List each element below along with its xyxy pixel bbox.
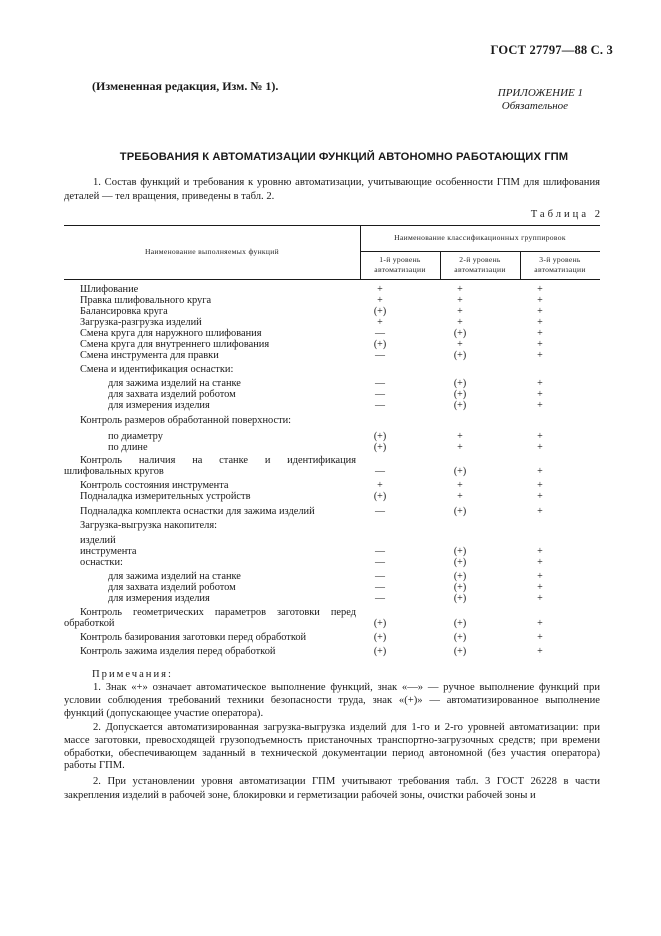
paragraph-2: 2. При установлении уровня автоматизации ГПМ учитывают требования табл. 3 ГОСТ 26228 в части закрепления изделий в рабочей зоне, блокировки и герметизации рабочей зоны, очистки рабочей зоны и (64, 776, 600, 801)
table-row-mark-level-3: + (537, 328, 543, 339)
table-row-mark-level-2: (+) (453, 546, 467, 557)
table-row-mark-level-1: (+) (373, 618, 387, 629)
table-row-mark-level-3: + (537, 491, 543, 502)
table-row-mark-level-1: — (375, 378, 385, 389)
table-row-mark-level-3: + (537, 506, 543, 517)
table-row-mark-level-1: — (375, 582, 385, 593)
table-row-mark-level-3: + (537, 389, 543, 400)
appendix-label-block (498, 87, 583, 113)
table-row-mark-level-3: + (537, 284, 543, 295)
header-functions: Наименование выполняемых функций (144, 247, 280, 256)
table-row-mark-level-2: (+) (453, 582, 467, 593)
table-row-mark-level-2: (+) (453, 350, 467, 361)
table-row-mark-level-3: + (537, 480, 543, 491)
table-row-mark-level-1: (+) (373, 306, 387, 317)
note-1: 1. Знак «+» означает автоматическое выполнение функций, знак «—» — ручное выполнение функций при условии соблюдения требований техники безопасности труда, знак «(+)» — автоматизированное выполнение функций (допускающее участие оператора). (64, 682, 600, 719)
table-row-mark-level-2: (+) (453, 389, 467, 400)
table-row-mark-level-1: (+) (373, 339, 387, 350)
table-row-function: Загрузка-выгрузка накопителя: (80, 520, 218, 531)
table-row-mark-level-2: (+) (453, 378, 467, 389)
header-level-2: 2-й уровень автоматизации (454, 255, 506, 274)
table-row-function: инструмента (80, 546, 137, 557)
table-row-function: для захвата изделий роботом (108, 582, 236, 593)
table-top-rule (64, 225, 600, 226)
table-row-function: Смена круга для внутреннего шлифования (80, 339, 270, 350)
table-row-mark-level-3: + (537, 378, 543, 389)
table-row-mark-level-1: — (375, 389, 385, 400)
table-row-function: для измерения изделия (108, 400, 210, 411)
intro-paragraph: 1. Состав функций и требования к уровню автоматизации, учитывающие особенности ГПМ для шлифования деталей — тел вращения, приведены в табл. 2. (64, 177, 600, 202)
table-row-function: шлифовальных кругов (64, 466, 164, 477)
table-row-mark-level-3: + (537, 582, 543, 593)
table-row-mark-level-1: (+) (373, 632, 387, 643)
table-row-mark-level-2: (+) (453, 646, 467, 657)
table-row-mark-level-3: + (537, 546, 543, 557)
table-row-mark-level-2: (+) (453, 557, 467, 568)
header-level-3: 3-й уровень автоматизации (534, 255, 586, 274)
standard-header: ГОСТ 27797—88 С. 3 (490, 43, 613, 57)
table-row-mark-level-2: + (457, 442, 463, 453)
table-header (64, 225, 600, 280)
table-row-mark-level-2: + (457, 491, 463, 502)
header-groups: Наименование классификационных группировок (394, 233, 566, 242)
table-row-mark-level-3: + (537, 306, 543, 317)
table-row-mark-level-2: (+) (453, 466, 467, 477)
table-row-function: по длине (108, 442, 148, 453)
table-row-mark-level-3: + (537, 317, 543, 328)
table-row-mark-level-2: + (457, 480, 463, 491)
table-row-mark-level-1: — (375, 400, 385, 411)
table-row-mark-level-3: + (537, 557, 543, 568)
table-row-function: Балансировка круга (80, 306, 168, 317)
table-row-function: Контроль базирования заготовки перед обработкой (80, 632, 307, 643)
table-row-function: для измерения изделия (108, 593, 210, 604)
table-row-mark-level-1: (+) (373, 646, 387, 657)
table-row-mark-level-2: (+) (453, 593, 467, 604)
table-row-mark-level-3: + (537, 431, 543, 442)
table-row-function: Смена инструмента для правки (80, 350, 219, 361)
table-row-mark-level-3: + (537, 295, 543, 306)
table-row-function: Контроль зажима изделия перед обработкой (80, 646, 276, 657)
table-row-function: обработкой (64, 618, 115, 629)
edition-note: (Измененная редакция, Изм. № 1). (92, 79, 279, 93)
table-row-mark-level-1: — (375, 328, 385, 339)
table-row-function: Правка шлифовального круга (80, 295, 212, 306)
table-row-function: Смена и идентификация оснастки: (80, 364, 234, 375)
table-row-mark-level-3: + (537, 466, 543, 477)
table-row-mark-level-2: + (457, 431, 463, 442)
table-caption: Таблица 2 (530, 209, 603, 220)
table-row-function: для зажима изделий на станке (108, 378, 241, 389)
appendix-label: ПРИЛОЖЕНИЕ 1 (497, 87, 583, 99)
table-row-function: Контроль наличия на станке и идентификация (80, 455, 356, 466)
table-row-function: для зажима изделий на станке (108, 571, 241, 582)
table-row-mark-level-1: — (375, 506, 385, 517)
table-row-function: оснастки: (80, 557, 123, 568)
table-row-mark-level-1: — (375, 350, 385, 361)
table-row-mark-level-2: + (457, 284, 463, 295)
table-row-function: Шлифование (80, 284, 139, 295)
table-row-mark-level-1: — (375, 557, 385, 568)
table-header-mid-rule (360, 251, 600, 252)
table-row-mark-level-1: (+) (373, 491, 387, 502)
table-row-function: Контроль состояния инструмента (80, 480, 229, 491)
table-row-function: Смена круга для наружного шлифования (80, 328, 262, 339)
table-row-function: для захвата изделий роботом (108, 389, 236, 400)
table-row-mark-level-3: + (537, 593, 543, 604)
table-row-mark-level-2: + (457, 317, 463, 328)
table-row-mark-level-2: + (457, 306, 463, 317)
table-row-mark-level-3: + (537, 400, 543, 411)
table-row-mark-level-3: + (537, 618, 543, 629)
table-row-mark-level-2: (+) (453, 632, 467, 643)
table-row-mark-level-1: — (375, 571, 385, 582)
table-row-function: Подналадка комплекта оснастки для зажима изделий (80, 506, 315, 517)
table-row-mark-level-1: (+) (373, 442, 387, 453)
table-row-mark-level-2: (+) (453, 571, 467, 582)
header-level-1: 1-й уровень автоматизации (374, 255, 426, 274)
table-row-mark-level-1: + (377, 317, 383, 328)
table-row-function: по диаметру (108, 431, 163, 442)
table-row-mark-level-1: (+) (373, 431, 387, 442)
table-row-mark-level-2: (+) (453, 400, 467, 411)
table-row-mark-level-3: + (537, 350, 543, 361)
table-row-function: Загрузка-разгрузка изделий (80, 317, 202, 328)
note-2: 2. Допускается автоматизированная загрузка-выгрузка изделий для 1-го и 2-го уровней автоматизации: при массе заготовки, превосходящей грузоподъемность пристаночных транспортно-загрузочных средств; при времени обработки, обеспечивающем заданный в технической документации период автономной (без участия оператора) работы ГПМ. (64, 722, 600, 772)
table-row-mark-level-3: + (537, 442, 543, 453)
table-row-mark-level-2: (+) (453, 506, 467, 517)
table-row-function: изделий (80, 535, 116, 546)
table-row-mark-level-3: + (537, 571, 543, 582)
section-title: ТРЕБОВАНИЯ К АВТОМАТИЗАЦИИ ФУНКЦИЙ АВТОНОМНО РАБОТАЮЩИХ ГПМ (119, 151, 569, 163)
table-row-mark-level-3: + (537, 339, 543, 350)
table-row-mark-level-3: + (537, 632, 543, 643)
appendix-status: Обязательное (501, 100, 569, 112)
table-row-mark-level-1: — (375, 593, 385, 604)
table-row-mark-level-1: + (377, 480, 383, 491)
table-row-mark-level-1: + (377, 284, 383, 295)
table-row-function: Контроль геометрических параметров заготовки перед (80, 607, 356, 618)
table-row-mark-level-3: + (537, 646, 543, 657)
table-row-mark-level-1: — (375, 466, 385, 477)
table-row-mark-level-2: (+) (453, 328, 467, 339)
notes-heading: Примечания: (92, 669, 173, 680)
table-row-mark-level-2: (+) (453, 618, 467, 629)
table-header-bottom-rule (64, 279, 600, 280)
table-row-mark-level-1: + (377, 295, 383, 306)
table-row-mark-level-2: + (457, 339, 463, 350)
table-row-function: Контроль размеров обработанной поверхности: (80, 415, 292, 426)
table-row-mark-level-2: + (457, 295, 463, 306)
table-row-function: Подналадка измерительных устройств (80, 491, 251, 502)
table-row-mark-level-1: — (375, 546, 385, 557)
